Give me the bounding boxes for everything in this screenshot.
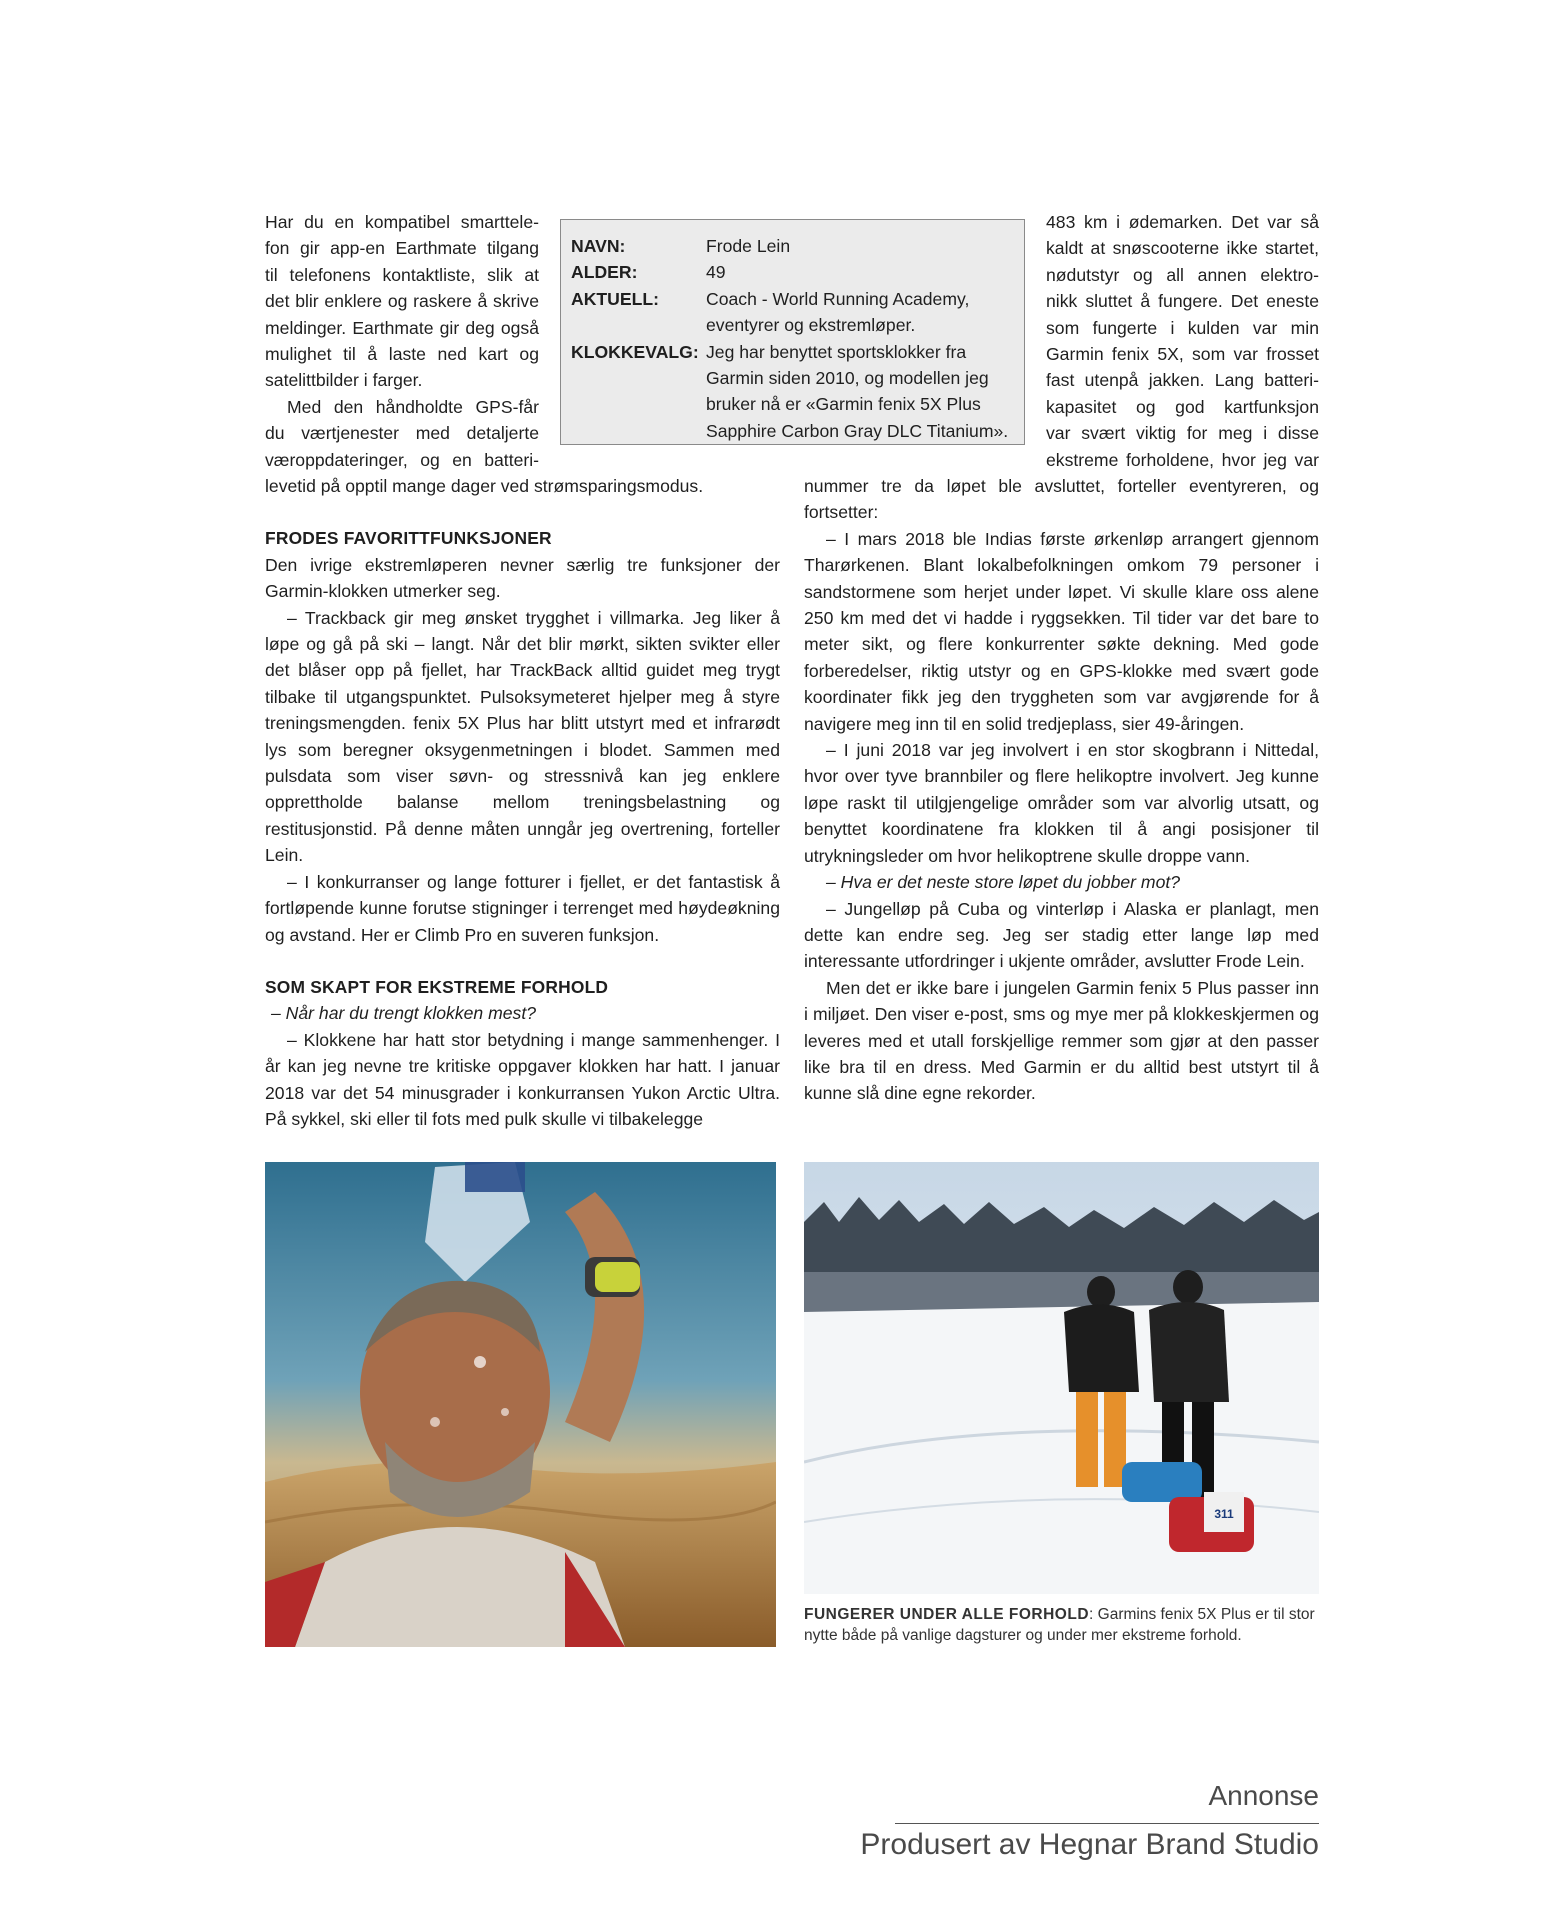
right-wrap-line: nødutstyr og all annen elektro- (1046, 264, 1319, 285)
fact-label: KLOKKEVALG: (571, 341, 699, 362)
caption-bold: FUNGERER UNDER ALLE FORHOLD (804, 1606, 1090, 1623)
caption-text: : Garmins fenix 5X Plus er til stor nytte både på vanlige dagsturer og under mer ekstreme forhold. (804, 1606, 1315, 1644)
right-wrap-line: var svært viktig for meg i disse (1046, 423, 1319, 444)
paragraph: levetid på opptil mange dager ved strømsparingsmodus. (265, 476, 704, 496)
section-heading: FRODES FAVORITTFUNKSJONER (265, 528, 552, 549)
paragraph: – I mars 2018 ble Indias første ørkenløp arrangert gjennom Tharørkenen. Blant lokalbefolkningen omkom 79 personer i sandstormene som herjet under løpet. Vi skulle klare oss alene 250 km med det vi hadde i ryggsekken. Til tider var det bare to meter sikt, og flere konkurrenter søkte dekning. Med gode forberedelser, riktig utstyr og en GPS-klokke med svært gode koordinater fikk jeg den tryggheten som var avgjørende for å navigere meg inn til en solid tredjeplass, sier 49-åringen. (804, 528, 1319, 734)
left-wrap-line: det blir enklere og raskere å skrive (265, 291, 539, 312)
right-column-body (804, 473, 1319, 1107)
left-wrap-line: væroppdateringer, og en batteri- (265, 449, 539, 470)
desert-runner-illustration (265, 1162, 776, 1647)
bib-number: 311 (1214, 1507, 1234, 1521)
photo-caption (804, 1604, 1319, 1646)
fact-row (571, 286, 1014, 339)
paragraph: – Trackback gir meg ønsket trygghet i villmarka. Jeg liker å løpe og gå på ski – langt. Når det blir mørkt, sikten svikter eller det blåser opp på fjellet, har TrackBack alltid guidet meg trygt tilbake til utgangspunktet. Pulsoksymeteret hjelper meg å styre treningsmengden. fenix 5X Plus har blitt utstyrt med et infrarødt lys som beregner oksygenmetningen i blodet. Sammen med pulsdata som viser søvn- og stressnivå kan jeg enklere opprettholde balanse mellom treningsbelastning og restitusjonstid. På denne måten unngår jeg overtrening, forteller Lein. (265, 607, 780, 866)
paragraph: – Klokkene har hatt stor betydning i mange sammenhenger. I år kan jeg nevne tre kritiske oppgaver klokken har hatt. I januar 2018 var det 54 minusgrader i konkurransen Yukon Arctic Ultra. På sykkel, ski eller til fots med pulk skulle vi tilbakelegge (265, 1029, 780, 1129)
fact-value: Coach - World Running Academy, eventyrer og ekstremløper. (706, 288, 970, 336)
right-wrap-line: ekstreme forholdene, hvor jeg var (1046, 449, 1319, 470)
fact-label: NAVN: (571, 236, 626, 256)
ad-label: Annonse (1208, 1780, 1319, 1811)
left-wrap-line: mulighet til å laste ned kart og (265, 344, 539, 365)
left-column-body (265, 473, 780, 1132)
footer-divider (895, 1823, 1319, 1824)
fact-value: 49 (706, 262, 726, 283)
snow-skiers-photo (804, 1162, 1319, 1594)
left-wrap-line: meldinger. Earthmate gir deg også (265, 317, 539, 338)
paragraph: Den ivrige ekstremløperen nevner særlig tre funksjoner der Garmin-klokken utmerker seg. (265, 554, 780, 602)
left-wrap-line: satelittbilder i farger. (265, 370, 423, 391)
left-wrap-line: til telefonens kontaktliste, slik at (265, 264, 539, 285)
left-wrap-line: du værtjenester med detaljerte (265, 423, 539, 444)
fact-row (571, 339, 1014, 445)
paragraph: Men det er ikke bare i jungelen Garmin fenix 5 Plus passer inn i miljøet. Den viser e-post, sms og mye mer på klokkeskjermen og leveres med et utall forskjellige remmer som gjør at den passer like bra til en dress. Med Garmin er du alltid best utstyrt til å kunne slå dine egne rekorder. (804, 977, 1319, 1104)
fact-label: ALDER: (571, 262, 638, 283)
right-wrap-line: kapasitet og god kartfunksjon (1046, 396, 1319, 417)
fact-row (571, 233, 1014, 259)
left-wrap-line: fon gir app-en Earthmate tilgang (265, 238, 539, 259)
right-wrap-line: kaldt at snøscooterne ikke startet, (1046, 238, 1319, 259)
right-wrap-line: som fungerte i kulden var min (1046, 317, 1319, 338)
desert-runner-photo (265, 1162, 776, 1647)
paragraph: nummer tre da løpet ble avsluttet, forteller eventyreren, og fortsetter: (804, 476, 1319, 523)
fact-value: Frode Lein (706, 236, 791, 256)
paragraph: – Jungelløp på Cuba og vinterløp i Alaska er planlagt, men dette kan endre seg. Jeg ser stadig etter lange løp med interessante utfordringer i ukjente områder, avslutter Frode Lein. (804, 898, 1319, 972)
left-wrap-text (265, 209, 539, 473)
left-wrap-line: Med den håndholdte GPS-får (287, 396, 539, 417)
left-wrap-line: Har du en kompatibel smarttele- (265, 212, 539, 232)
right-wrap-text (1046, 209, 1319, 473)
section-heading: SOM SKAPT FOR EKSTREME FORHOLD (265, 976, 609, 997)
fact-box (560, 219, 1025, 445)
right-wrap-line: 483 km i ødemarken. Det var så (1046, 212, 1319, 232)
fact-row (571, 259, 1014, 285)
right-wrap-line: fast utenpå jakken. Lang batteri- (1046, 370, 1319, 391)
interview-question: – Når har du trengt klokken mest? (271, 1003, 537, 1024)
interview-question: – Hva er det neste store løpet du jobber mot? (826, 872, 1181, 893)
paragraph: – I konkurranser og lange fotturer i fjellet, er det fantastisk å fortløpende kunne forutse stigninger i terrenget med høydeøkning og avstand. Her er Climb Pro en suveren funksjon. (265, 871, 780, 945)
paragraph: – I juni 2018 var jeg involvert i en stor skogbrann i Nittedal, hvor over tyve brannbiler og flere helikoptre involvert. Jeg kunne løpe raskt til utilgjengelige områder som var alvorlig utsatt, og benyttet koordinatene fra klokken til å angi posisjoner til utrykningsleder om hvor helikoptrene skulle droppe vann. (804, 740, 1319, 866)
right-wrap-line: nikk sluttet å fungere. Det eneste (1046, 291, 1319, 312)
fact-label: AKTUELL: (571, 288, 659, 309)
fact-value: Jeg har benyttet sportsklokker fra Garmin siden 2010, og modellen jeg bruker nå er «Garmin fenix 5X Plus Sapphire Carbon Gray DLC Titanium». (706, 341, 1009, 441)
snow-skiers-illustration (804, 1162, 1319, 1594)
producer-credit: Produsert av Hegnar Brand Studio (860, 1828, 1319, 1861)
right-wrap-line: Garmin fenix 5X, som var frosset (1046, 344, 1319, 365)
